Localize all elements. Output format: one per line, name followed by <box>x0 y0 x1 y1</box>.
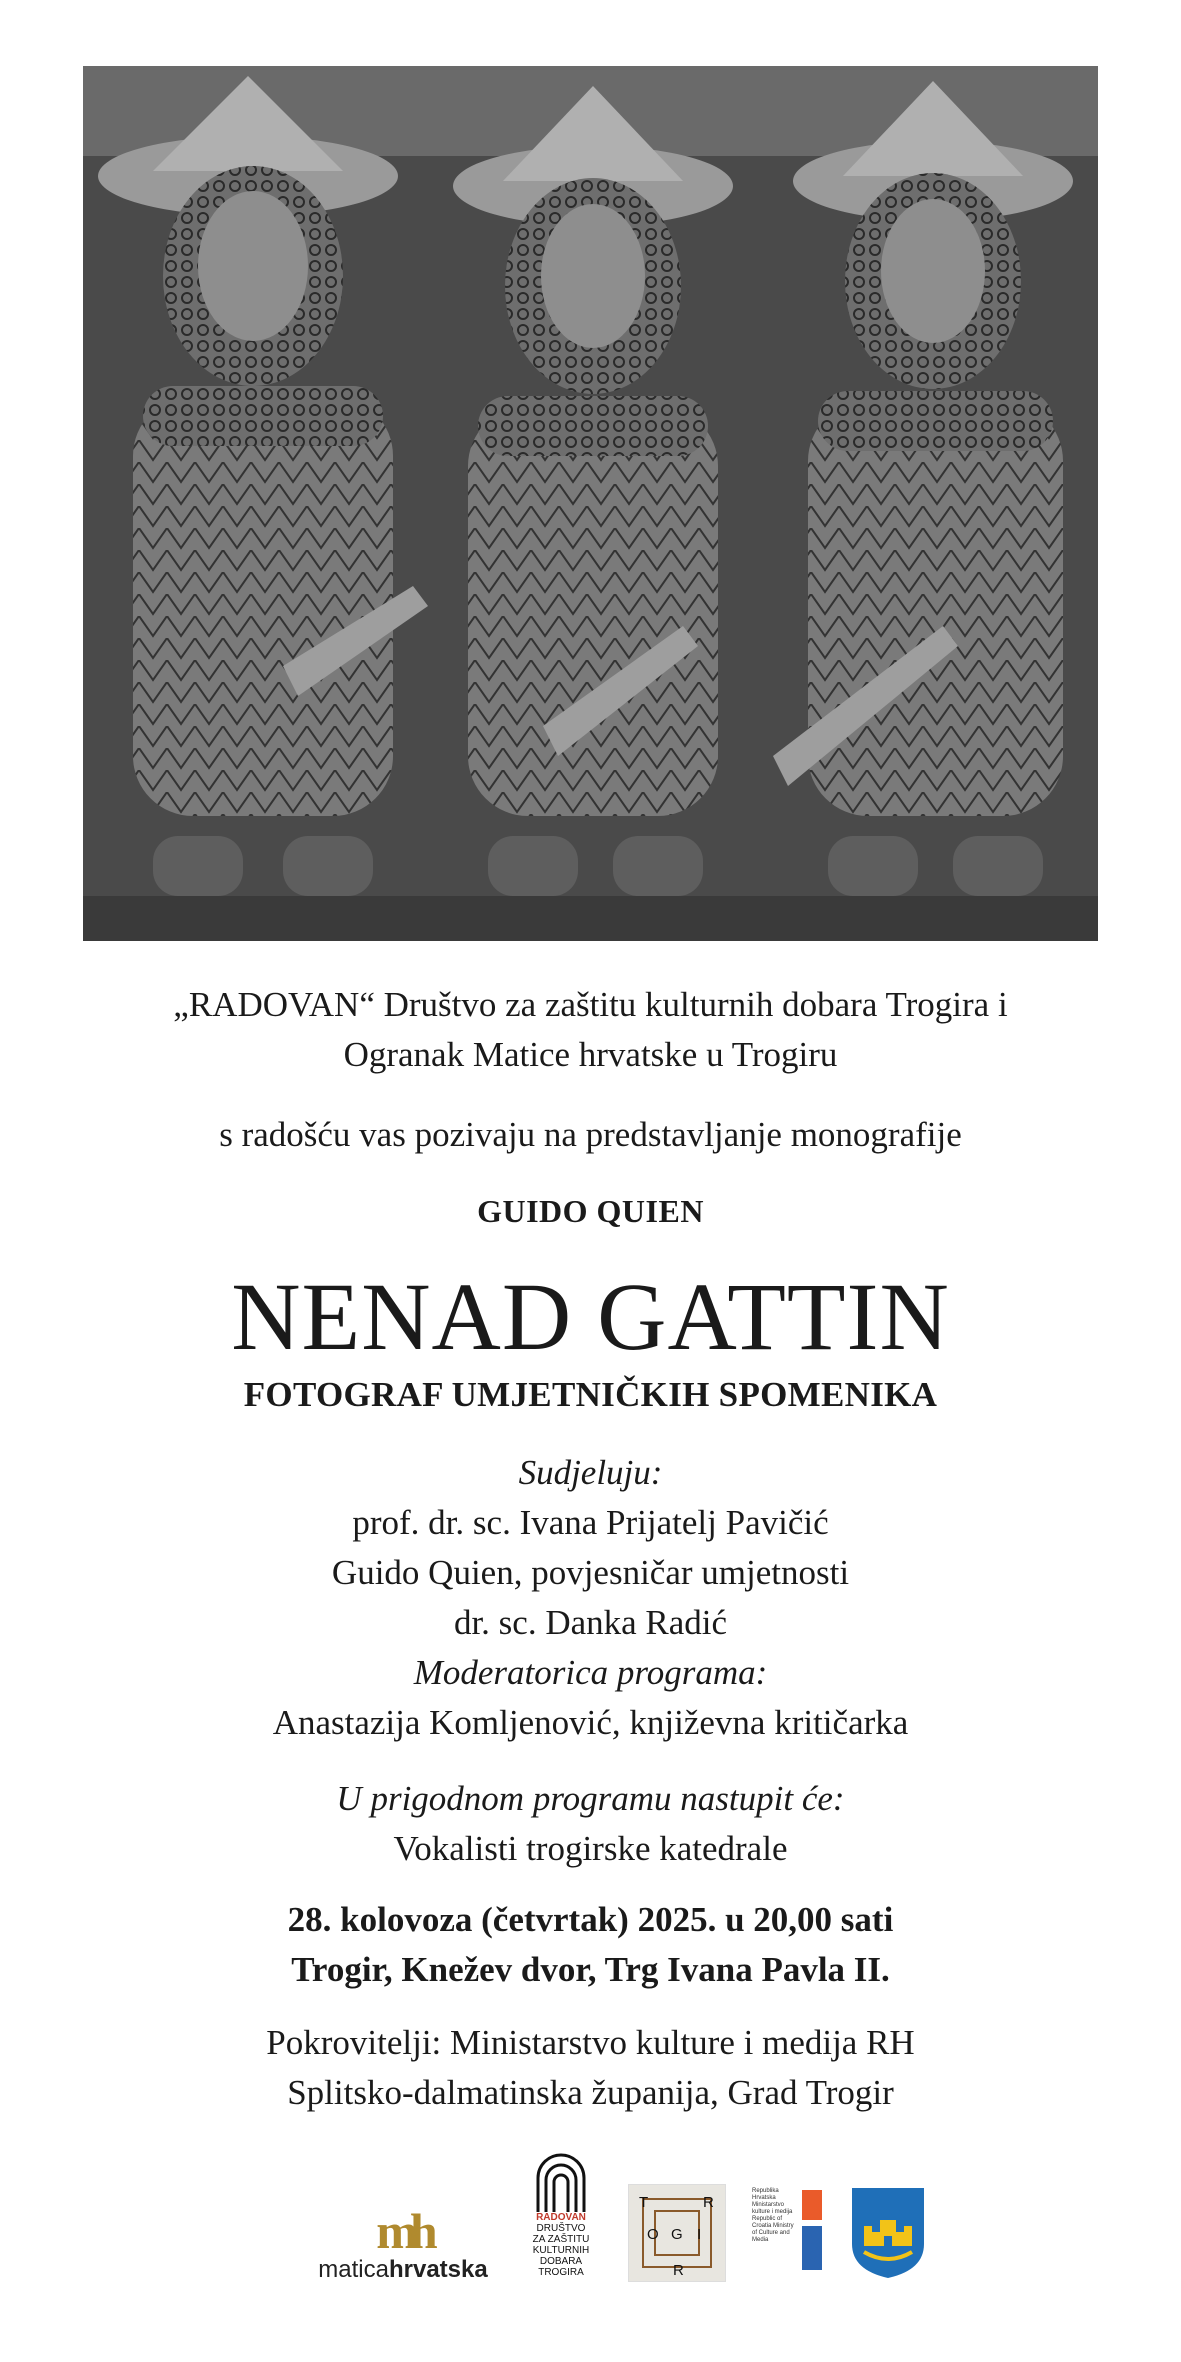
sponsors-line-1: Pokrovitelji: Ministarstvo kulture i medija RH <box>266 2023 915 2062</box>
participant-3: dr. sc. Danka Radić <box>453 1603 728 1642</box>
matica-mark: mh <box>376 2203 430 2259</box>
radovan-text <box>530 2212 592 2278</box>
book-author: GUIDO QUIEN <box>477 1193 704 1229</box>
trogir-crest-logo <box>850 2186 926 2280</box>
book-title: NENAD GATTIN <box>231 1263 950 1370</box>
crest-icon <box>850 2186 926 2280</box>
moderator-heading: Moderatorica programa: <box>413 1653 768 1692</box>
matica-word-light: matica <box>318 2256 389 2283</box>
trogir-letter-o: O <box>647 2226 659 2243</box>
organizers-line-2: Ogranak Matice hrvatske u Trogiru <box>343 1035 838 1074</box>
radovan-line-5: TROGIRA <box>538 2267 584 2278</box>
relief-photo <box>83 66 1098 941</box>
organizers-line-1: „RADOVAN“ Društvo za zaštitu kulturnih dobara Trogira i <box>173 985 1008 1024</box>
relief-illustration <box>83 66 1098 941</box>
participants-heading: Sudjeluju: <box>518 1453 663 1492</box>
radovan-name: RADOVAN <box>536 2212 586 2223</box>
participant-2: Guido Quien, povjesničar umjetnosti <box>331 1553 850 1592</box>
invitation-line: s radošću vas pozivaju na predstavljanje monografije <box>219 1115 962 1154</box>
radovan-line-1: DRUŠTVO <box>536 2223 586 2234</box>
matica-wordmark <box>298 2256 508 2284</box>
sponsors-line-2: Splitsko-dalmatinska županija, Grad Trogir <box>287 2073 894 2112</box>
radovan-line-3: KULTURNIH <box>532 2245 590 2256</box>
ministry-blue-mark <box>802 2226 822 2270</box>
figure-right <box>773 81 1073 896</box>
radovan-line-4: DOBARA <box>539 2256 583 2267</box>
event-location: Trogir, Knežev dvor, Trg Ivana Pavla II. <box>291 1950 890 1989</box>
book-subtitle: FOTOGRAF UMJETNIČKIH SPOMENIKA <box>243 1375 938 1414</box>
trogir-logo <box>628 2184 726 2282</box>
ministry-orange-mark <box>802 2190 822 2220</box>
trogir-letter-i: I <box>697 2226 702 2243</box>
moderator-name: Anastazija Komljenović, književna kritičarka <box>272 1703 909 1742</box>
sponsors <box>0 2018 1181 2118</box>
program <box>0 1774 1181 1874</box>
trogir-letter-t: T <box>639 2194 649 2211</box>
organizers <box>0 980 1181 1080</box>
participants <box>0 1448 1181 1748</box>
radovan-arch-icon <box>530 2150 592 2212</box>
event-details <box>0 1895 1181 1995</box>
figure-middle <box>453 86 733 896</box>
trogir-letter-r2: R <box>673 2262 684 2279</box>
matica-hrvatska-logo <box>298 2203 508 2286</box>
trogir-letter-r1: R <box>703 2194 714 2211</box>
ministry-text: Republika Hrvatska Ministarstvo kulture i medija Republic of Croatia Ministry of Culture and Media <box>752 2188 794 2243</box>
radovan-line-2: ZA ZAŠTITU <box>532 2234 590 2245</box>
trogir-letter-g: G <box>671 2226 683 2243</box>
program-heading: U prigodnom programu nastupit će: <box>336 1779 845 1818</box>
participant-1: prof. dr. sc. Ivana Prijatelj Pavičić <box>352 1503 829 1542</box>
event-datetime: 28. kolovoza (četvrtak) 2025. u 20,00 sati <box>287 1900 894 1939</box>
ministry-logo <box>752 2184 824 2280</box>
radovan-logo <box>530 2150 592 2280</box>
program-performer: Vokalisti trogirske katedrale <box>393 1829 788 1868</box>
logo-strip <box>0 2150 1181 2290</box>
trogir-maze-icon <box>629 2185 725 2281</box>
matica-word-bold: hrvatska <box>388 2256 488 2283</box>
invitation-text <box>0 1110 1181 1160</box>
